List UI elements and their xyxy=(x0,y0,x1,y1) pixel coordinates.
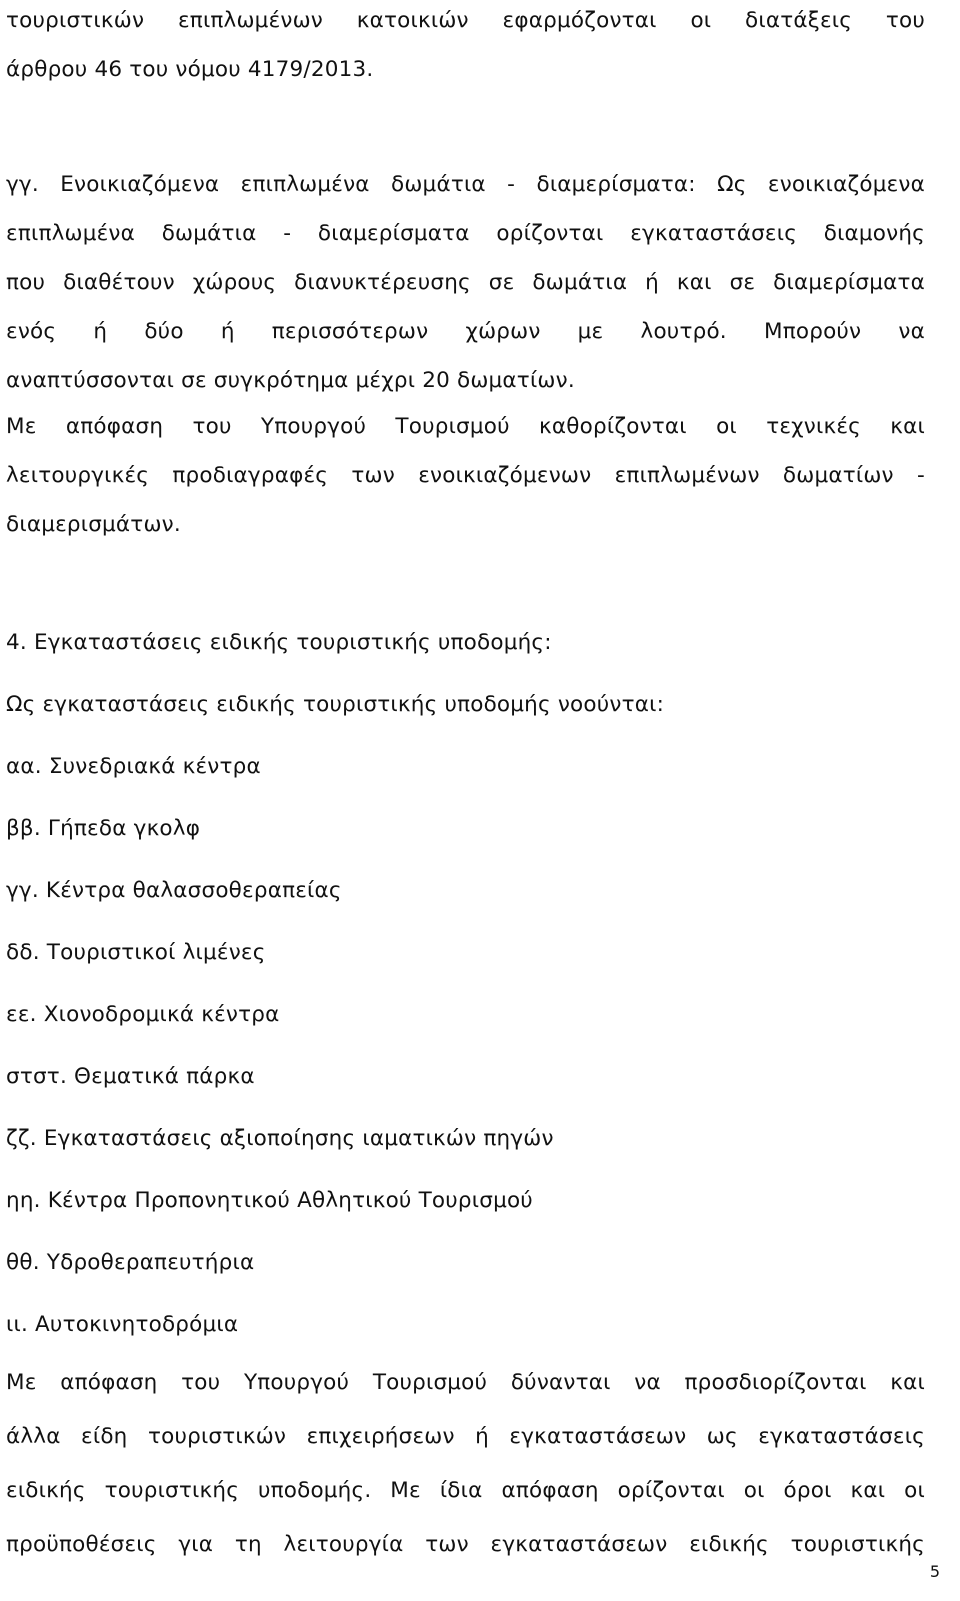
text-line: άρθρου 46 του νόμου 4179/2013. xyxy=(6,57,374,82)
text-line: ενός ή δύο ή περισσότερων χώρων με λουτρό. Μπορούν να xyxy=(6,319,925,344)
closing-paragraph xyxy=(6,1356,925,1572)
text-line: άλλα είδη τουριστικών επιχειρήσεων ή εγκαταστάσεων ως εγκαταστάσεις xyxy=(6,1424,925,1449)
text-line: λειτουργικές προδιαγραφές των ενοικιαζόμενων επιπλωμένων δωματίων - xyxy=(6,463,925,488)
list-item: θθ. Υδροθεραπευτήρια xyxy=(6,1250,255,1275)
list-item: αα. Συνεδριακά κέντρα xyxy=(6,754,261,779)
text-line: ειδικής τουριστικής υποδομής. Με ίδια απόφαση ορίζονται οι όροι και οι xyxy=(6,1478,925,1503)
list-item: γγ. Κέντρα θαλασσοθεραπείας xyxy=(6,878,342,903)
page-number: 5 xyxy=(929,1562,940,1581)
list-item: στστ. Θεματικά πάρκα xyxy=(6,1064,255,1089)
intro-paragraph xyxy=(6,0,925,94)
text-line: αναπτύσσονται σε συγκρότημα μέχρι 20 δωματίων. xyxy=(6,368,575,393)
list-item: ιι. Αυτοκινητοδρόμια xyxy=(6,1312,239,1337)
gg-paragraph xyxy=(6,160,925,405)
text-line: επιπλωμένα δωμάτια - διαμερίσματα ορίζονται εγκαταστάσεις διαμονής xyxy=(6,221,925,246)
list-item: εε. Χιονοδρομικά κέντρα xyxy=(6,1002,280,1027)
text-line: τουριστικών επιπλωμένων κατοικιών εφαρμόζονται οι διατάξεις του xyxy=(6,8,925,33)
text-line: Με απόφαση του Υπουργού Τουρισμού δύνανται να προσδιορίζονται και xyxy=(6,1370,925,1395)
text-line: γγ. Ενοικιαζόμενα επιπλωμένα δωμάτια - διαμερίσματα: Ως ενοικιαζόμενα xyxy=(6,172,925,197)
text-line: διαμερισμάτων. xyxy=(6,512,181,537)
section-heading: 4. Εγκαταστάσεις ειδικής τουριστικής υποδομής: xyxy=(6,630,552,655)
decision-paragraph xyxy=(6,402,925,549)
list-item: ζζ. Εγκαταστάσεις αξιοποίησης ιαματικών πηγών xyxy=(6,1126,554,1151)
list-item: ββ. Γήπεδα γκολφ xyxy=(6,816,201,841)
section-intro: Ως εγκαταστάσεις ειδικής τουριστικής υποδομής νοούνται: xyxy=(6,692,665,717)
list-item: δδ. Τουριστικοί λιμένες xyxy=(6,940,266,965)
section-4 xyxy=(6,612,925,1356)
list-item: ηη. Κέντρα Προπονητικού Αθλητικού Τουρισμού xyxy=(6,1188,533,1213)
text-line: που διαθέτουν χώρους διανυκτέρευσης σε δωμάτια ή και σε διαμερίσματα xyxy=(6,270,925,295)
text-line: προϋποθέσεις για τη λειτουργία των εγκαταστάσεων ειδικής τουριστικής xyxy=(6,1532,925,1557)
text-line: Με απόφαση του Υπουργού Τουρισμού καθορίζονται οι τεχνικές και xyxy=(6,414,925,439)
